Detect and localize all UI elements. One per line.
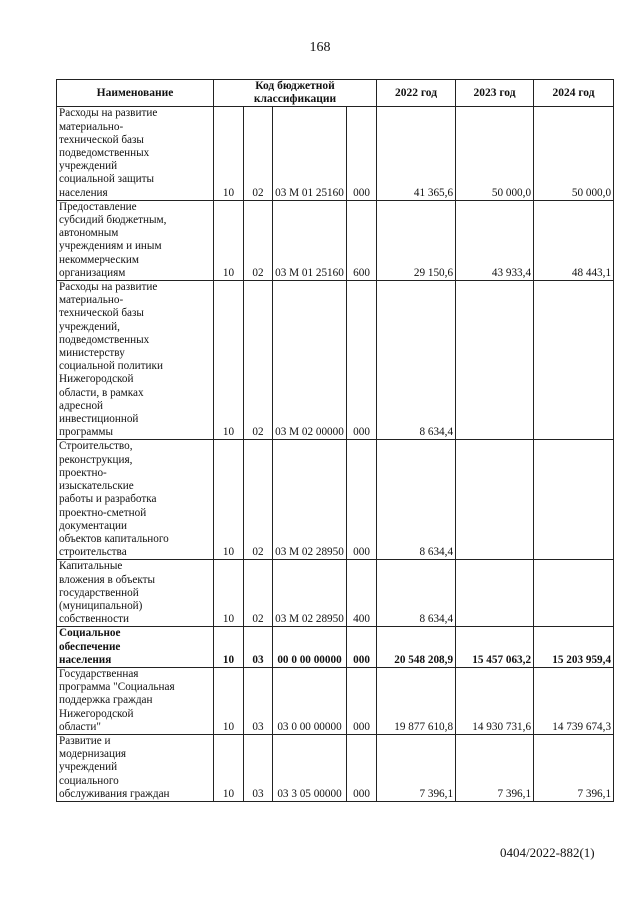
header-code: Код бюджетной классификации: [214, 80, 377, 107]
amount-2022-cell: 19 877 610,8: [377, 667, 456, 734]
amount-2022-cell: 8 634,4: [377, 440, 456, 560]
table-row: [57, 627, 614, 668]
expense-type-code-cell: 400: [347, 560, 377, 627]
row-name-cell: Расходы на развитие материально- технической базы учреждений, подведомственных министерству социальной политики Нижегородской области, в рамках адресной инвестиционной программы: [57, 281, 214, 440]
amount-2024-cell: 7 396,1: [534, 734, 614, 801]
target-article-code-cell: 00 0 00 00000: [273, 627, 347, 668]
subsection-code-cell: 02: [244, 560, 273, 627]
amount-2023-cell: [456, 440, 534, 560]
subsection-code-cell: 02: [244, 200, 273, 280]
amount-2023-cell: 43 933,4: [456, 200, 534, 280]
amount-2022-cell: 8 634,4: [377, 281, 456, 440]
amount-2024-cell: [534, 281, 614, 440]
subsection-code-cell: 03: [244, 667, 273, 734]
section-code-cell: 10: [214, 440, 244, 560]
row-name-cell: Социальное обеспечение населения: [57, 627, 214, 668]
amount-2022-cell: 41 365,6: [377, 107, 456, 200]
subsection-code-cell: 02: [244, 107, 273, 200]
amount-2023-cell: 7 396,1: [456, 734, 534, 801]
expense-type-code-cell: 000: [347, 667, 377, 734]
header-2023: 2023 год: [456, 80, 534, 107]
expense-type-code-cell: 600: [347, 200, 377, 280]
amount-2023-cell: [456, 281, 534, 440]
target-article-code-cell: 03 3 05 00000: [273, 734, 347, 801]
section-code-cell: 10: [214, 667, 244, 734]
row-name-cell: Капитальные вложения в объекты государственной (муниципальной) собственности: [57, 560, 214, 627]
amount-2022-cell: 8 634,4: [377, 560, 456, 627]
target-article-code-cell: 03 М 02 28950: [273, 440, 347, 560]
expense-type-code-cell: 000: [347, 281, 377, 440]
target-article-code-cell: 03 М 02 00000: [273, 281, 347, 440]
amount-2024-cell: 50 000,0: [534, 107, 614, 200]
section-code-cell: 10: [214, 281, 244, 440]
section-code-cell: 10: [214, 200, 244, 280]
table-row: [57, 200, 614, 280]
amount-2023-cell: [456, 560, 534, 627]
row-name-cell: Строительство, реконструкция, проектно- изыскательские работы и разработка проектно-сметной документации объектов капитального строительства: [57, 440, 214, 560]
header-2024: 2024 год: [534, 80, 614, 107]
subsection-code-cell: 02: [244, 440, 273, 560]
subsection-code-cell: 03: [244, 734, 273, 801]
amount-2024-cell: [534, 560, 614, 627]
amount-2024-cell: 48 443,1: [534, 200, 614, 280]
row-name-cell: Предоставление субсидий бюджетным, автономным учреждениям и иным некоммерческим организациям: [57, 200, 214, 280]
table-row: [57, 734, 614, 801]
table-row: [57, 107, 614, 200]
header-2022: 2022 год: [377, 80, 456, 107]
section-code-cell: 10: [214, 560, 244, 627]
table-row: [57, 281, 614, 440]
row-name-cell: Расходы на развитие материально- технической базы подведомственных учреждений социальной защиты населения: [57, 107, 214, 200]
section-code-cell: 10: [214, 107, 244, 200]
target-article-code-cell: 03 М 01 25160: [273, 200, 347, 280]
amount-2022-cell: 29 150,6: [377, 200, 456, 280]
target-article-code-cell: 03 М 02 28950: [273, 560, 347, 627]
table-row: [57, 667, 614, 734]
budget-table: [56, 79, 614, 802]
amount-2022-cell: 20 548 208,9: [377, 627, 456, 668]
amount-2023-cell: 14 930 731,6: [456, 667, 534, 734]
expense-type-code-cell: 000: [347, 627, 377, 668]
amount-2024-cell: 14 739 674,3: [534, 667, 614, 734]
subsection-code-cell: 03: [244, 627, 273, 668]
table-row: [57, 440, 614, 560]
page-number: 168: [309, 40, 331, 55]
target-article-code-cell: 03 0 00 00000: [273, 667, 347, 734]
expense-type-code-cell: 000: [347, 440, 377, 560]
row-name-cell: Государственная программа "Социальная поддержка граждан Нижегородской области": [57, 667, 214, 734]
header-name: Наименование: [57, 80, 214, 107]
amount-2024-cell: 15 203 959,4: [534, 627, 614, 668]
expense-type-code-cell: 000: [347, 107, 377, 200]
amount-2023-cell: 50 000,0: [456, 107, 534, 200]
amount-2024-cell: [534, 440, 614, 560]
target-article-code-cell: 03 М 01 25160: [273, 107, 347, 200]
amount-2022-cell: 7 396,1: [377, 734, 456, 801]
amount-2023-cell: 15 457 063,2: [456, 627, 534, 668]
document-code: 0404/2022-882(1): [500, 845, 595, 860]
table-row: [57, 560, 614, 627]
section-code-cell: 10: [214, 627, 244, 668]
expense-type-code-cell: 000: [347, 734, 377, 801]
row-name-cell: Развитие и модернизация учреждений социального обслуживания граждан: [57, 734, 214, 801]
section-code-cell: 10: [214, 734, 244, 801]
subsection-code-cell: 02: [244, 281, 273, 440]
table-header-row: [57, 80, 614, 107]
